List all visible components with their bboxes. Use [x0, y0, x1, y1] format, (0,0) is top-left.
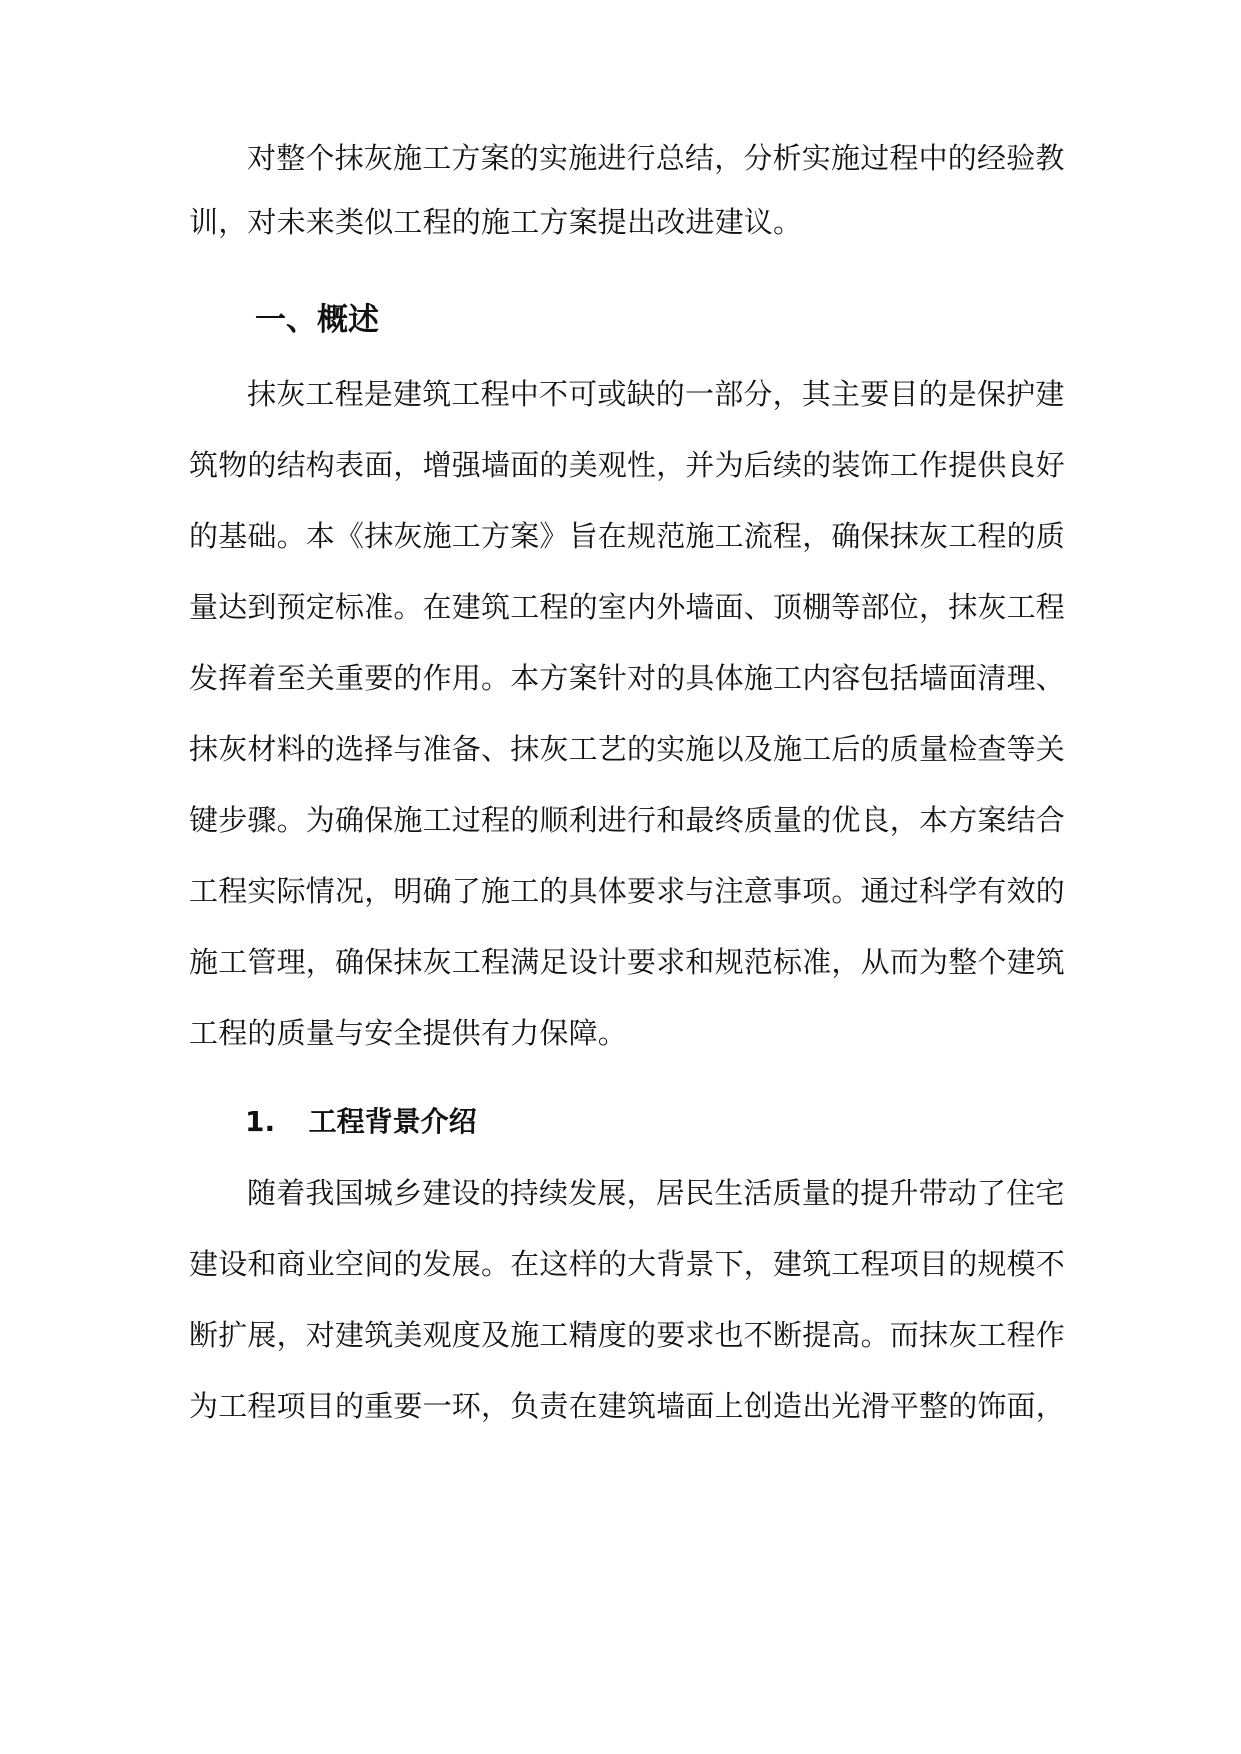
section-heading: 一、概述 — [255, 302, 379, 338]
subsection-heading — [245, 1102, 477, 1142]
paragraph-line: 工程实际情况，明确了施工的具体要求与注意事项。通过科学有效的 — [189, 874, 1066, 908]
paragraph-line: 的基础。本《抹灰施工方案》旨在规范施工流程，确保抹灰工程的质 — [189, 519, 1066, 553]
paragraph-line: 工程的质量与安全提供有力保障。 — [189, 1016, 628, 1050]
paragraph-line: 施工管理，确保抹灰工程满足设计要求和规范标准，从而为整个建筑 — [189, 945, 1066, 979]
paragraph-line: 断扩展，对建筑美观度及施工精度的要求也不断提高。而抹灰工程作 — [189, 1318, 1066, 1352]
paragraph-line: 键步骤。为确保施工过程的顺利进行和最终质量的优良，本方案结合 — [189, 803, 1066, 837]
subsection-title: 工程背景介绍 — [308, 1105, 477, 1138]
paragraph-line: 量达到预定标准。在建筑工程的室内外墙面、顶棚等部位，抹灰工程 — [189, 590, 1066, 624]
paragraph-line: 抹灰材料的选择与准备、抹灰工艺的实施以及施工后的质量检查等关 — [189, 732, 1066, 766]
paragraph-line: 抹灰工程是建筑工程中不可或缺的一部分，其主要目的是保护建 — [247, 377, 1065, 411]
intro-line: 对整个抹灰施工方案的实施进行总结，分析实施过程中的经验教 — [247, 141, 1065, 175]
paragraph-line: 筑物的结构表面，增强墙面的美观性，并为后续的装饰工作提供良好 — [189, 448, 1066, 482]
paragraph-line: 发挥着至关重要的作用。本方案针对的具体施工内容包括墙面清理、 — [189, 661, 1066, 695]
intro-line: 训，对未来类似工程的施工方案提出改进建议。 — [189, 205, 803, 239]
paragraph-line: 建设和商业空间的发展。在这样的大背景下，建筑工程项目的规模不 — [189, 1247, 1066, 1281]
paragraph-line: 随着我国城乡建设的持续发展，居民生活质量的提升带动了住宅 — [247, 1176, 1065, 1210]
paragraph-line: 为工程项目的重要一环，负责在建筑墙面上创造出光滑平整的饰面， — [189, 1389, 1066, 1423]
subsection-number: 1. — [245, 1105, 276, 1138]
